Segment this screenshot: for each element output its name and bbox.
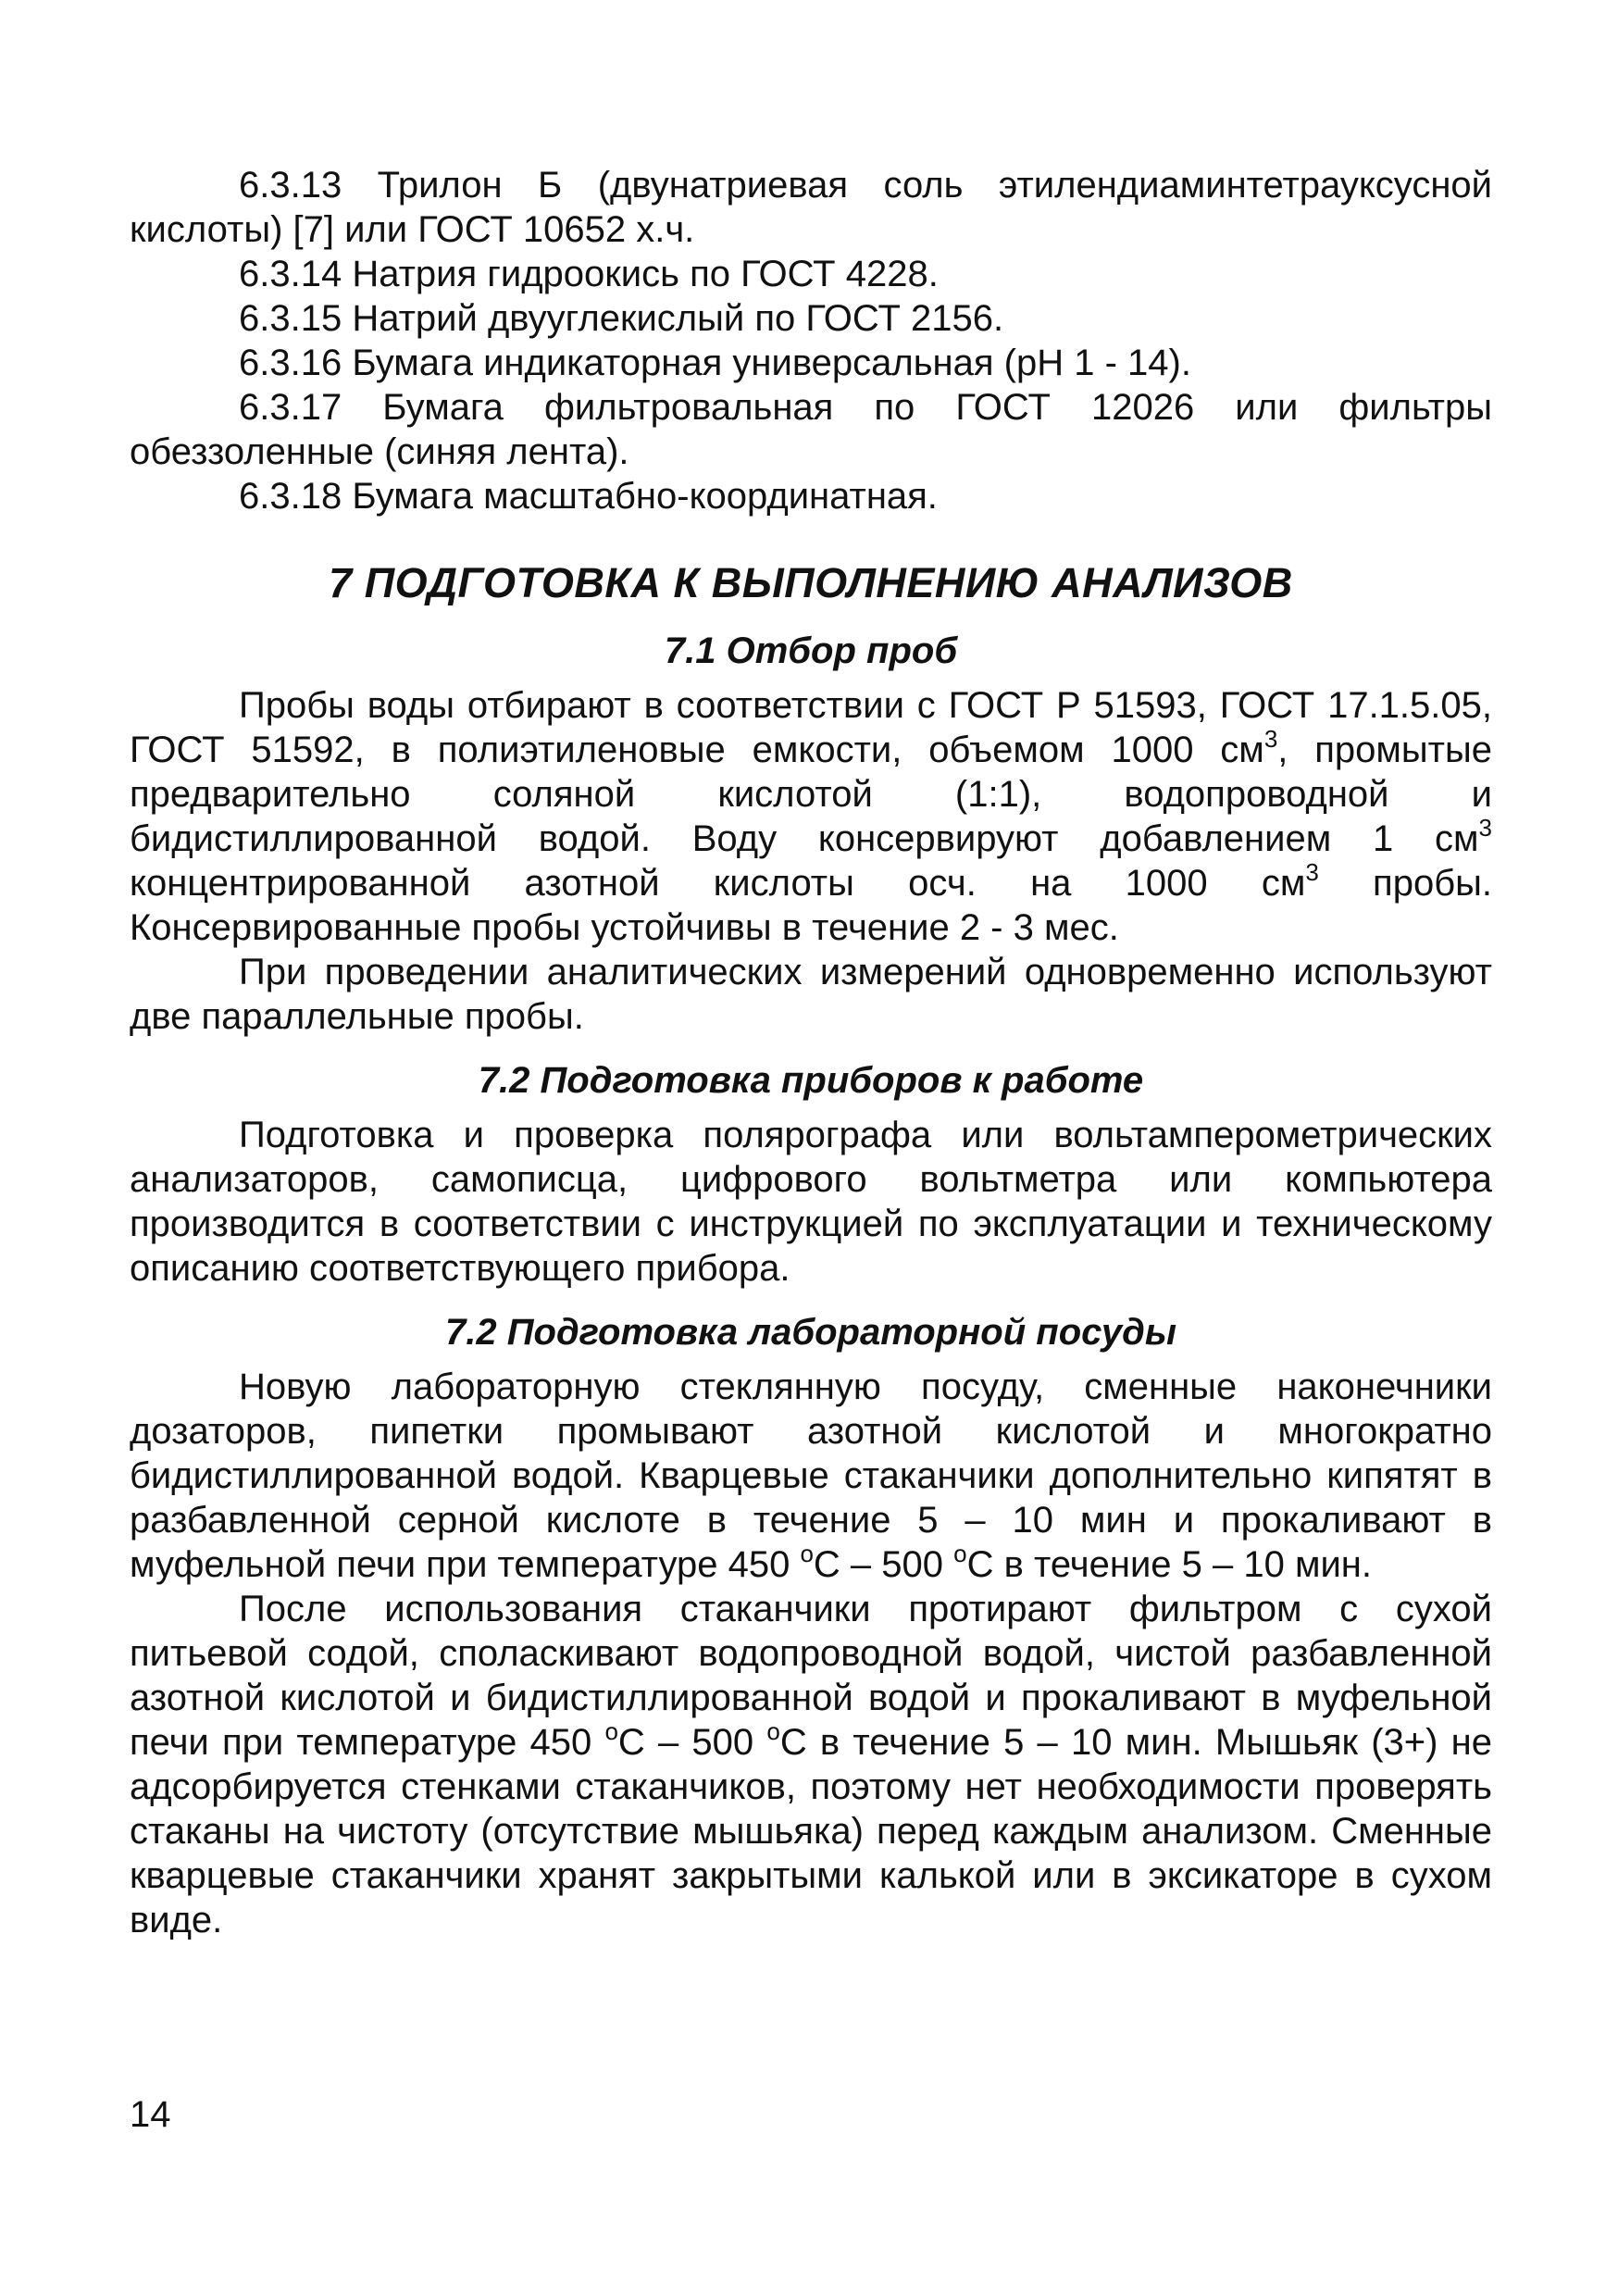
list-item-6-3-17: 6.3.17 Бумага фильтровальная по ГОСТ 12026 или фильтры обеззоленные (синяя лента). xyxy=(130,387,1492,472)
list-item-6-3-13: 6.3.13 Трилон Б (двунатриевая соль этилендиаминтетрауксусной кислоты) [7] или ГОСТ 10652 х.ч. xyxy=(130,165,1492,250)
text-run: С в течение 5 – 10 мин. Мышьяк (3+) не адсорбируется стенками стаканчиков, поэтому нет необходимости проверять стаканы на чистоту (отсутствие мышьяка) перед каждым анализом. Сменные кварцевые стаканчики хранят закрытыми калькой или в эксикаторе в сухом виде. xyxy=(130,1722,1492,1940)
text-run: С – 500 xyxy=(813,1544,954,1585)
document-page xyxy=(130,163,1492,1942)
list-item-6-3-18: 6.3.18 Бумага масштабно-координатная. xyxy=(239,476,938,517)
section-7-1-title: 7.1 Отбор проб xyxy=(664,630,958,671)
section-7-2-glassware-paragraph-1 xyxy=(130,1365,1492,1587)
text-run: После использования стаканчики протирают фильтром с сухой питьевой содой, споласкивают водопроводной водой, чистой разбавленной азотной кислотой и бидистиллированной водой и прокаливают в муфельной печи при температуре 450 xyxy=(130,1589,1492,1763)
list-item-6-3-15: 6.3.15 Натрий двууглекислый по ГОСТ 2156. xyxy=(239,298,1004,339)
superscript: 3 xyxy=(1305,857,1319,886)
text-run: Новую лабораторную стеклянную посуду, сменные наконечники дозаторов, пипетки промывают азотной кислотой и многократно бидистиллированной водой. Кварцевые стаканчики дополнительно кипятят в разбавленной серной кислоте в течение 5 – 10 мин и прокаливают в муфельной печи при температуре 450 xyxy=(130,1366,1492,1585)
superscript: о xyxy=(766,1716,780,1745)
list-item-6-3-14: 6.3.14 Натрия гидроокись по ГОСТ 4228. xyxy=(239,254,939,294)
section-7-2-devices-paragraph: Подготовка и проверка полярографа или вольтамперометрических анализаторов, самописца, цифрового вольтметра или компьютера производится в соответствии с инструкцией по эксплуатации и техническому описанию соответствующего прибора. xyxy=(130,1115,1492,1289)
superscript: о xyxy=(800,1539,814,1567)
section-7-1-paragraph-1 xyxy=(130,683,1492,950)
chapter-title: 7 ПОДГОТОВКА К ВЫПОЛНЕНИЮ АНАЛИЗОВ xyxy=(329,559,1293,606)
superscript: 3 xyxy=(1263,724,1278,753)
section-7-2-devices-title: 7.2 Подготовка приборов к работе xyxy=(478,1060,1144,1101)
section-7-2-glassware-title: 7.2 Подготовка лабораторной посуды xyxy=(445,1312,1176,1353)
section-7-2-glassware-paragraph-2 xyxy=(130,1587,1492,1942)
text-run: Пробы воды отбирают в соответствии с ГОСТ Р 51593, ГОСТ 17.1.5.05, ГОСТ 51592, в полиэтиленовые емкости, объемом 1000 см xyxy=(130,685,1492,770)
list-item-6-3-16: 6.3.16 Бумага индикаторная универсальная (рН 1 - 14). xyxy=(239,343,1191,383)
text-run: , промытые предварительно соляной кислотой (1:1), водопроводной и бидистиллированной водой. Воду консервируют добавлением 1 см xyxy=(130,730,1492,859)
superscript: о xyxy=(953,1539,967,1567)
section-7-1-paragraph-2: При проведении аналитических измерений одновременно используют две параллельные пробы. xyxy=(130,952,1492,1037)
text-run: С – 500 xyxy=(617,1722,767,1763)
page-number: 14 xyxy=(130,2094,171,2135)
text-run: С в течение 5 – 10 мин. xyxy=(966,1544,1373,1585)
text-run: пробы. Консервированные пробы устойчивы в течение 2 - 3 мес. xyxy=(130,863,1492,948)
text-run: концентрированной азотной кислоты осч. на 1000 см xyxy=(130,863,1306,904)
superscript: о xyxy=(604,1716,618,1745)
superscript: 3 xyxy=(1478,813,1492,842)
